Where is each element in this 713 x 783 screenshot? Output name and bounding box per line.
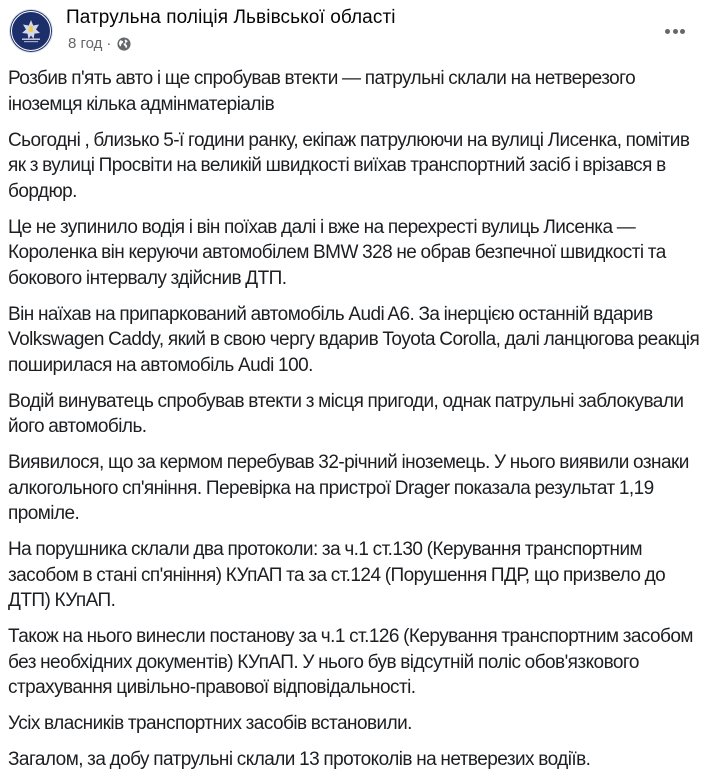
- meta-separator: ·: [106, 35, 112, 52]
- post-paragraph: Сьогодні , близько 5-ї години ранку, екіпаж патрулюючи на вулиці Лисенка, помітив як з вулиці Просвіти на великій швидкості виїхав транспортний засіб і врізався в бордюр.: [8, 129, 690, 202]
- page-name-link[interactable]: Патрульна поліція Львівської області: [66, 7, 396, 28]
- post-paragraph: Це не зупинило водія і він поїхав далі і вже на перехресті вулиць Лисенка — Короленка він керуючи автомобілем BMW 328 не обрав безпечної швидкості та бокового інтервалу здійснив ДТП.: [8, 216, 666, 289]
- post-paragraph: Загалом, за добу патрульні склали 13 протоколів на нетверезих водіїв.: [8, 749, 591, 770]
- police-badge-logo: [11, 11, 51, 51]
- post-paragraph: Усіх власників транспортних засобів встановили.: [8, 713, 412, 734]
- police-star-icon: [16, 16, 46, 46]
- dot: [680, 29, 685, 34]
- globe-icon: [117, 37, 131, 51]
- post-header: [0, 0, 713, 62]
- dot: [673, 29, 678, 34]
- page-avatar[interactable]: [9, 9, 53, 53]
- post-paragraph: Він наїхав на припаркований автомобіль Audi A6. За інерцією останній вдарив Volkswagen Caddy, який в свою чергу вдарив Toyota Corolla, далі ланцюгова реакція поширилася на автомобіль Audi 100.: [8, 303, 700, 376]
- dot: [665, 29, 670, 34]
- post-paragraph: Виявилося, що за кермом перебував 32-річний іноземець. У нього виявили ознаки алкогольного сп'яніння. Перевірка на пристрої Drager показала результат 1,19 проміле.: [8, 452, 689, 524]
- more-options-button[interactable]: [657, 18, 693, 44]
- post-timestamp[interactable]: 8 год: [68, 35, 103, 52]
- post-paragraph: Водій винуватець спробував втекти з місця пригоди, однак патрульні заблокували його автомобіль.: [8, 390, 684, 437]
- post-body: [8, 66, 708, 783]
- post-meta: [68, 35, 131, 52]
- post-paragraph: На порушника склали два протоколи: за ч.1 ст.130 (Керування транспортним засобом в стані сп'яніння) КУпАП та за ст.124 (Порушення ПДР, що призвело до ДТП) КУпАП.: [8, 539, 666, 611]
- post-headline: Розбив п'ять авто і ще спробував втекти — патрульні склали на нетверезого іноземця кілька адмінматеріалів: [8, 68, 636, 115]
- post-paragraph: Також на нього винесли постанову за ч.1 ст.126 (Керування транспортним засобом без необхідних документів) КУпАП. У нього був відсутній поліс обов'язкового страхування цивільно-правової відповідальності.: [8, 626, 693, 698]
